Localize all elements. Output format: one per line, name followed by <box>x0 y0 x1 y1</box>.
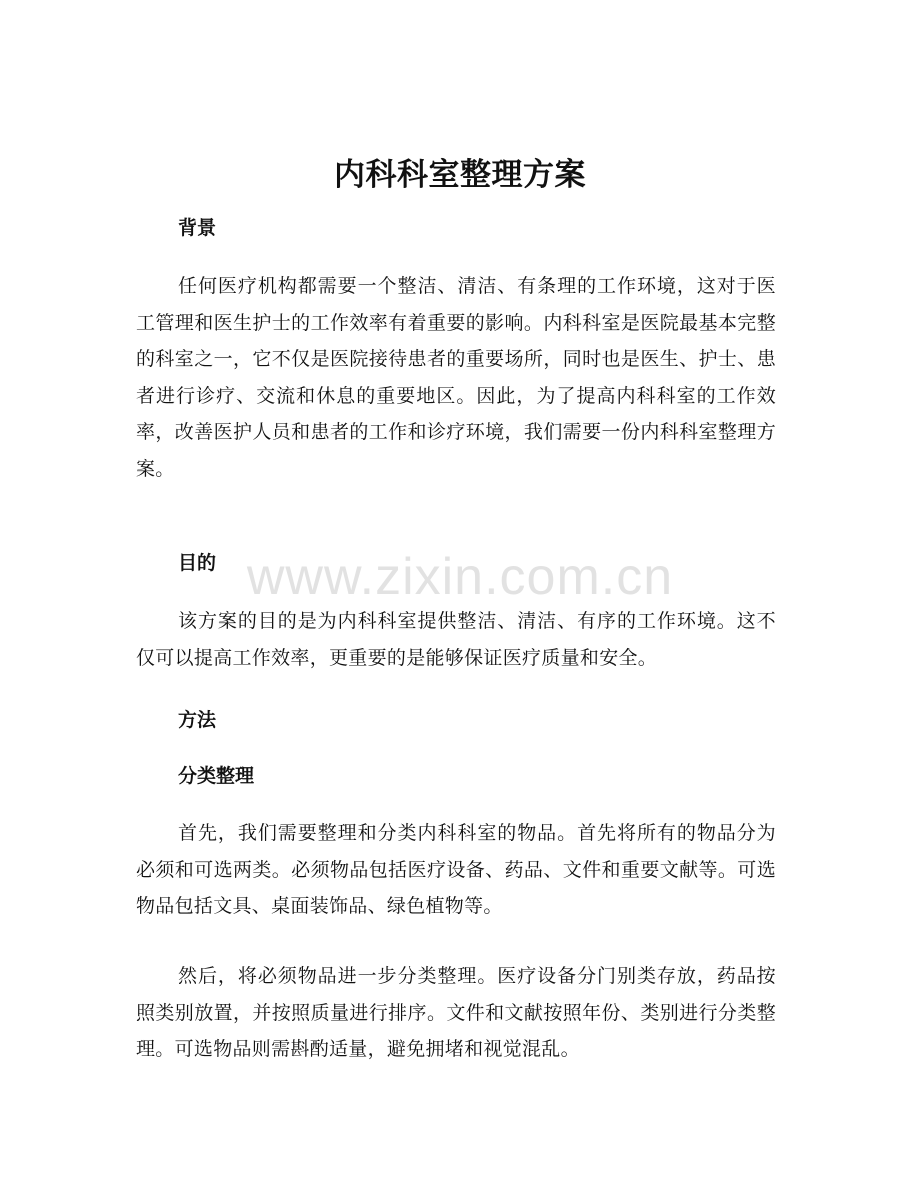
section-heading-method: 方法 <box>178 709 217 731</box>
section-heading-purpose: 目的 <box>178 552 217 574</box>
section-heading-classification: 分类整理 <box>178 765 255 787</box>
paragraph-purpose: 该方案的目的是为内科科室提供整洁、清洁、有序的工作环境。这不仅可以提高工作效率，更重要的是能够保证医疗质量和安全。 <box>136 610 776 669</box>
watermark: www.zixin.com.cn <box>246 548 674 606</box>
paragraph-classification-2: 然后，将必须物品进一步分类整理。医疗设备分门别类存放，药品按照类别放置，并按照质量进行排序。文件和文献按照年份、类别进行分类整理。可选物品则需斟酌适量，避免拥堵和视觉混乱。 <box>136 965 776 1060</box>
paragraph-classification-1: 首先，我们需要整理和分类内科科室的物品。首先将所有的物品分为必须和可选两类。必须物品包括医疗设备、药品、文件和重要文献等。可选物品包括文具、桌面装饰品、绿色植物等。 <box>136 822 776 917</box>
section-heading-background: 背景 <box>178 217 217 239</box>
document-title: 内科科室整理方案 <box>334 157 586 193</box>
paragraph-background: 任何医疗机构都需要一个整洁、清洁、有条理的工作环境，这对于医工管理和医生护士的工作效率有着重要的影响。内科科室是医院最基本完整的科室之一，它不仅是医院接待患者的重要场所，同时也是医生、护士、患者进行诊疗、交流和休息的重要地区。因此，为了提高内科科室的工作效率，改善医护人员和患者的工作和诊疗环境，我们需要一份内科科室整理方案。 <box>136 275 776 480</box>
